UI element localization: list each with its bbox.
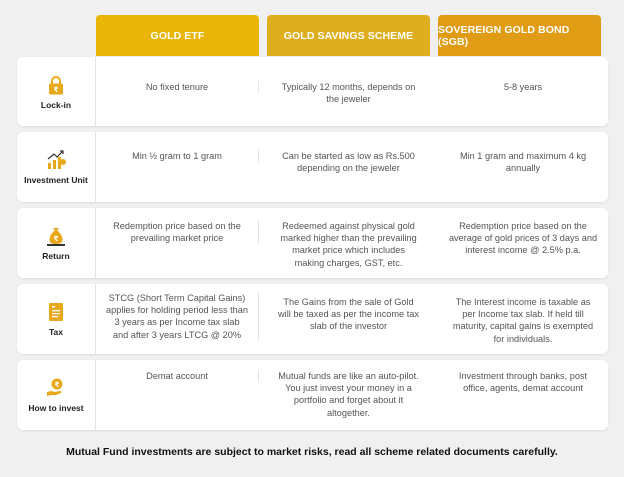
row-label: [17, 132, 96, 202]
row-label: [17, 208, 96, 278]
row-return: [17, 208, 608, 278]
cell-savings: The Gains from the sale of Gold will be taxed as per the income tax slab of the investor: [278, 297, 419, 332]
cell-etf: Redemption price based on the prevailing market price: [96, 220, 259, 244]
cell-etf: STCG (Short Term Capital Gains) applies for holding period less than 3 years as per Income tax slab and after 3 years LTCG @ 20%: [96, 292, 259, 341]
cell-savings: Can be started as low as Rs.500 depending on the jeweler: [282, 151, 415, 174]
row-how-to-invest: [17, 360, 608, 430]
svg-text:₹: ₹: [53, 235, 59, 243]
cell-sgb: Min 1 gram and maximum 4 kg annually: [459, 151, 587, 174]
hand-coin-icon: [45, 377, 67, 399]
row-label: [17, 360, 96, 430]
growth-chart-icon: [45, 149, 67, 171]
tax-document-icon: [45, 301, 67, 323]
row-lock-in: [17, 57, 608, 126]
cell-sgb: The Interest income is taxable as per Income tax slab. If held till maturity, capital gains is exempted for individuals.: [452, 297, 594, 344]
header-gold-etf: GOLD ETF: [96, 15, 259, 56]
cell-etf: Min ½ gram to 1 gram: [96, 150, 259, 162]
row-label-text: Investment Unit: [24, 175, 88, 185]
lock-icon: [45, 74, 67, 96]
header-gold-savings-scheme: GOLD SAVINGS SCHEME: [267, 15, 430, 56]
cell-savings: Redeemed against physical gold marked higher than the prevailing market price which includes making charges, GST, etc.: [280, 221, 417, 268]
cell-etf: Demat account: [96, 370, 259, 382]
header-sovereign-gold-bond: SOVEREIGN GOLD BOND (SGB): [438, 15, 601, 56]
money-bag-icon: [45, 225, 67, 247]
row-label: [17, 284, 96, 354]
cell-etf: No fixed tenure: [96, 81, 259, 93]
svg-text:₹: ₹: [53, 85, 59, 94]
row-label: [17, 57, 96, 126]
cell-sgb: 5-8 years: [503, 82, 543, 92]
row-label-text: Tax: [48, 327, 64, 337]
row-tax: [17, 284, 608, 354]
svg-text:₹: ₹: [54, 381, 60, 389]
row-label-text: Return: [42, 251, 70, 261]
cell-sgb: Redemption price based on the average of gold prices of 3 days and interest income @ 2.5% p.a.: [448, 221, 598, 256]
column-headers: [96, 15, 608, 56]
row-investment-unit: [17, 132, 608, 202]
row-label-text: Lock-in: [40, 99, 72, 110]
row-label-text: How to invest: [28, 403, 84, 413]
disclaimer-footer: Mutual Fund investments are subject to market risks, read all scheme related documents carefully.: [66, 446, 558, 458]
cell-sgb: Investment through banks, post office, agents, demat account: [458, 371, 588, 394]
cell-savings: Typically 12 months, depends on the jeweler: [281, 82, 416, 105]
cell-savings: Mutual funds are like an auto-pilot. You just invest your money in a portfolio and forget about it altogether.: [278, 371, 419, 418]
